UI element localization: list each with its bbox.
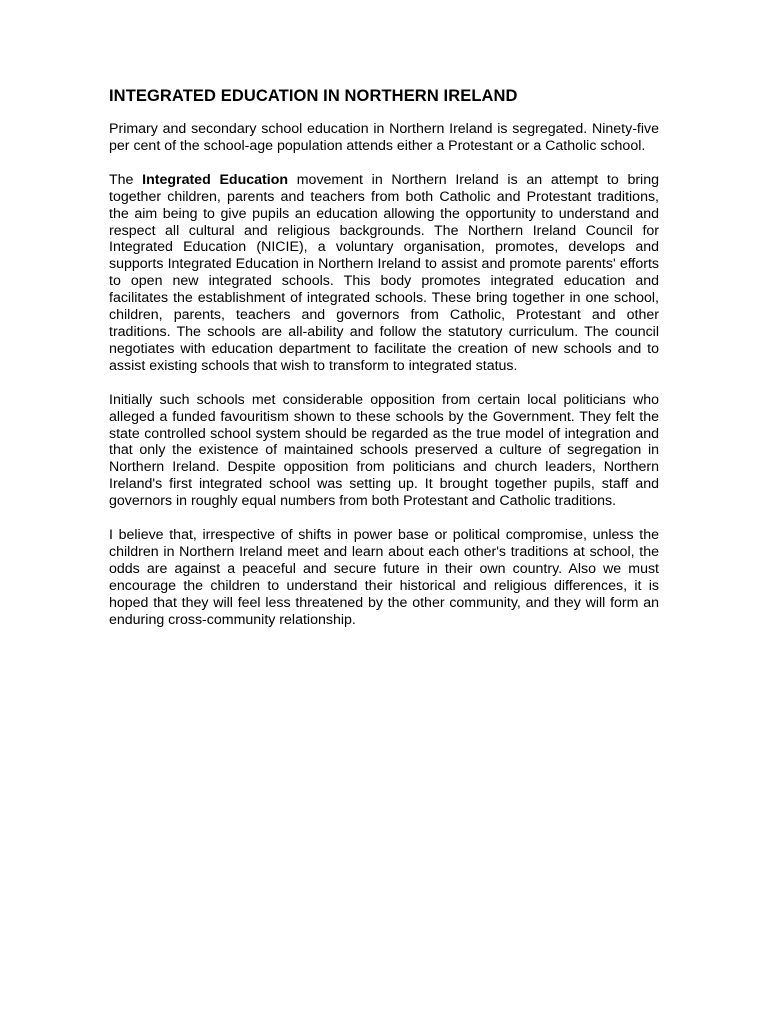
paragraph-opposition: Initially such schools met considerable opposition from certain local politicians who alleged a funded favouritism shown to these schools by the Government. They felt the state controlled school system should be regarded as the true model of integration and that only the existence of maintained schools preserved a culture of segregation in Northern Ireland. Despite opposition from politicians and church leaders, Northern Ireland's first integrated school was setting up. It brought together pupils, staff and governors in roughly equal numbers from both Protestant and Catholic traditions. bbox=[109, 391, 659, 510]
paragraph-body-text: movement in Northern Ireland is an attempt to bring together children, parents and teachers from both Catholic and Protestant traditions, the aim being to give pupils an education allowing the opportunity to understand and respect all cultural and religious backgrounds. The Northern Ireland Council for Integrated Education (NICIE), a voluntary organisation, promotes, develops and supports Integrated Education in Northern Ireland to assist and promote parents' efforts to open new integrated schools. This body promotes integrated education and facilitates the establishment of integrated schools. These bring together in one school, children, parents, teachers and governors from Catholic, Protestant and other traditions. The schools are all-ability and follow the statutory curriculum. The council negotiates with education department to facilitate the creation of new schools and to assist existing schools that wish to transform to integrated status. bbox=[109, 171, 659, 374]
paragraph-segregation: Primary and secondary school education in Northern Ireland is segregated. Ninety-five per cent of the school-age population attends either a Protestant or a Catholic school. bbox=[109, 121, 659, 154]
document-title: INTEGRATED EDUCATION IN NORTHERN IRELAND bbox=[109, 87, 518, 105]
paragraph-lead-text: The bbox=[109, 171, 143, 188]
paragraph-conclusion: I believe that, irrespective of shifts in power base or political compromise, unless the children in Northern Ireland meet and learn about each other's traditions at school, the odds are against a peaceful and secure future in their own country. Also we must encourage the children to understand their historical and religious differences, it is hoped that they will feel less threatened by the other community, and they will form an enduring cross-community relationship. bbox=[109, 527, 659, 628]
paragraph-integrated-education bbox=[109, 172, 659, 375]
bold-term: Integrated Education bbox=[142, 171, 289, 188]
document-page bbox=[109, 86, 659, 645]
